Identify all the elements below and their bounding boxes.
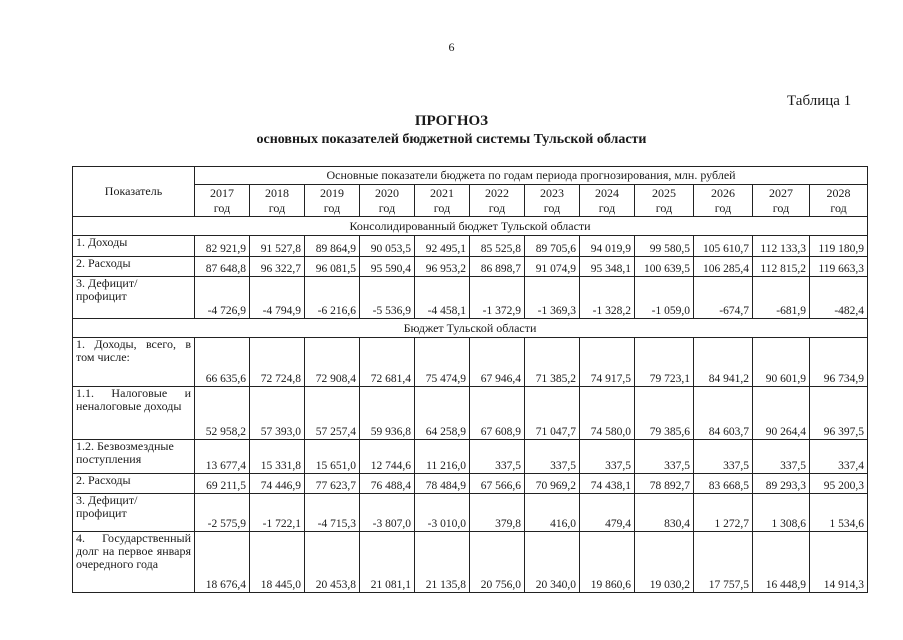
value-cell: -1 328,2 [580, 277, 635, 319]
value-cell: 95 200,3 [810, 474, 868, 494]
table-row [73, 277, 868, 319]
value-cell: 830,4 [635, 494, 694, 532]
value-cell: 67 566,6 [470, 474, 525, 494]
value-cell: 66 635,6 [195, 338, 250, 387]
year-value: 2022 [485, 185, 509, 200]
year-suffix: год [655, 200, 673, 215]
value-cell: 90 601,9 [753, 338, 810, 387]
value-cell: 20 453,8 [305, 532, 360, 593]
value-cell: -1 372,9 [470, 277, 525, 319]
year-header-cell [810, 185, 868, 217]
year-value: 2027 [769, 185, 793, 200]
value-cell: 21 135,8 [415, 532, 470, 593]
value-cell: 82 921,9 [195, 236, 250, 257]
value-cell: 96 397,5 [810, 387, 868, 440]
value-cell: 13 677,4 [195, 440, 250, 474]
value-cell: 94 019,9 [580, 236, 635, 257]
value-cell: 119 663,3 [810, 257, 868, 277]
year-suffix: год [598, 200, 616, 215]
value-cell: -1 369,3 [525, 277, 580, 319]
value-cell: -5 536,9 [360, 277, 415, 319]
year-value: 2023 [540, 185, 564, 200]
year-header-cell [580, 185, 635, 217]
row-label: 1.1. Налоговые и неналоговые доходы [73, 387, 195, 440]
table-row [73, 494, 868, 532]
value-cell: 1 308,6 [753, 494, 810, 532]
value-cell: 64 258,9 [415, 387, 470, 440]
row-label: 3. Дефицит/ профицит [73, 277, 195, 319]
year-suffix: год [830, 200, 847, 215]
value-cell: 74 438,1 [580, 474, 635, 494]
year-suffix: год [323, 200, 341, 215]
year-header-cell [305, 185, 360, 217]
year-value: 2021 [430, 185, 454, 200]
value-cell: 78 484,9 [415, 474, 470, 494]
value-cell: 17 757,5 [694, 532, 753, 593]
value-cell: -6 216,6 [305, 277, 360, 319]
section-header-row [73, 217, 868, 236]
value-cell: 72 681,4 [360, 338, 415, 387]
value-cell: 52 958,2 [195, 387, 250, 440]
value-cell: 379,8 [470, 494, 525, 532]
year-suffix: год [488, 200, 506, 215]
value-cell: -4 794,9 [250, 277, 305, 319]
value-cell: -4 715,3 [305, 494, 360, 532]
value-cell: 95 590,4 [360, 257, 415, 277]
year-header-cell [250, 185, 305, 217]
value-cell: 337,5 [753, 440, 810, 474]
value-cell: 90 264,4 [753, 387, 810, 440]
value-cell: 89 705,6 [525, 236, 580, 257]
value-cell: 67 946,4 [470, 338, 525, 387]
value-cell: -482,4 [810, 277, 868, 319]
year-suffix: год [772, 200, 790, 215]
year-header-cell [694, 185, 753, 217]
value-cell: 86 898,7 [470, 257, 525, 277]
table-header-row [73, 167, 868, 185]
value-cell: -3 010,0 [415, 494, 470, 532]
year-suffix: год [213, 200, 231, 215]
value-cell: 70 969,2 [525, 474, 580, 494]
year-header-cell [525, 185, 580, 217]
value-cell: -3 807,0 [360, 494, 415, 532]
value-cell: 1 534,6 [810, 494, 868, 532]
year-header-cell [195, 185, 250, 217]
year-value: 2018 [265, 185, 289, 200]
value-cell: -4 726,9 [195, 277, 250, 319]
value-cell: 96 322,7 [250, 257, 305, 277]
document-subtitle: основных показателей бюджетной системы Тульской области [256, 132, 647, 147]
row-label: 1.2. Безвозмездные поступления [73, 440, 195, 474]
value-cell: 20 756,0 [470, 532, 525, 593]
value-cell: 20 340,0 [525, 532, 580, 593]
section-title: Консолидированный бюджет Тульской области [73, 217, 868, 236]
row-label: 3. Дефицит/ профицит [73, 494, 195, 532]
row-label: 2. Расходы [73, 257, 195, 277]
value-cell: 75 474,9 [415, 338, 470, 387]
table-row [73, 532, 868, 593]
page-number: 6 [448, 40, 455, 54]
table-row [73, 257, 868, 277]
table-row [73, 338, 868, 387]
value-cell: 92 495,1 [415, 236, 470, 257]
value-cell: 71 047,7 [525, 387, 580, 440]
value-cell: 112 133,3 [753, 236, 810, 257]
value-cell: 74 917,5 [580, 338, 635, 387]
value-cell: -4 458,1 [415, 277, 470, 319]
year-value: 2024 [595, 185, 619, 200]
value-cell: 337,5 [470, 440, 525, 474]
year-value: 2028 [826, 185, 851, 200]
value-cell: 96 953,2 [415, 257, 470, 277]
value-cell: 12 744,6 [360, 440, 415, 474]
table-body [73, 167, 868, 593]
value-cell: 337,5 [694, 440, 753, 474]
value-cell: 96 081,5 [305, 257, 360, 277]
value-cell: 99 580,5 [635, 236, 694, 257]
value-cell: 15 331,8 [250, 440, 305, 474]
value-cell: 71 385,2 [525, 338, 580, 387]
value-cell: 21 081,1 [360, 532, 415, 593]
year-header-cell [415, 185, 470, 217]
year-value: 2025 [652, 185, 676, 200]
value-cell: -674,7 [694, 277, 753, 319]
value-cell: 83 668,5 [694, 474, 753, 494]
value-cell: 11 216,0 [415, 440, 470, 474]
value-cell: 100 639,5 [635, 257, 694, 277]
value-cell: 89 864,9 [305, 236, 360, 257]
section-header-row [73, 319, 868, 338]
table-row [73, 236, 868, 257]
value-cell: 15 651,0 [305, 440, 360, 474]
value-cell: 72 724,8 [250, 338, 305, 387]
value-cell: 416,0 [525, 494, 580, 532]
document-title: ПРОГНОЗ [414, 113, 489, 129]
year-value: 2017 [210, 185, 234, 200]
value-cell: 67 608,9 [470, 387, 525, 440]
year-header-cell [635, 185, 694, 217]
year-header-cell [753, 185, 810, 217]
value-cell: 87 648,8 [195, 257, 250, 277]
value-cell: -1 722,1 [250, 494, 305, 532]
year-suffix: год [433, 200, 451, 215]
value-cell: 119 180,9 [810, 236, 868, 257]
value-cell: 72 908,4 [305, 338, 360, 387]
table-row [73, 474, 868, 494]
value-cell: 85 525,8 [470, 236, 525, 257]
year-suffix: год [714, 200, 732, 215]
value-cell: 16 448,9 [753, 532, 810, 593]
value-cell: 76 488,4 [360, 474, 415, 494]
value-cell: 90 053,5 [360, 236, 415, 257]
value-cell: 19 030,2 [635, 532, 694, 593]
value-cell: 57 393,0 [250, 387, 305, 440]
value-cell: 89 293,3 [753, 474, 810, 494]
value-cell: 59 936,8 [360, 387, 415, 440]
value-cell: 78 892,7 [635, 474, 694, 494]
value-cell: 14 914,3 [810, 532, 868, 593]
value-cell: 112 815,2 [753, 257, 810, 277]
value-cell: 106 285,4 [694, 257, 753, 277]
year-suffix: год [268, 200, 286, 215]
value-cell: 337,5 [525, 440, 580, 474]
value-cell: 95 348,1 [580, 257, 635, 277]
value-cell: 479,4 [580, 494, 635, 532]
table-row [73, 440, 868, 474]
value-cell: 105 610,7 [694, 236, 753, 257]
indicator-header: Показатель [73, 167, 195, 217]
value-cell: 91 074,9 [525, 257, 580, 277]
table-row [73, 387, 868, 440]
value-cell: -2 575,9 [195, 494, 250, 532]
year-value: 2019 [320, 185, 344, 200]
value-cell: 19 860,6 [580, 532, 635, 593]
value-cell: 57 257,4 [305, 387, 360, 440]
value-cell: 337,5 [580, 440, 635, 474]
value-cell: 337,5 [635, 440, 694, 474]
row-label: 1. Доходы, всего, в том числе: [73, 338, 195, 387]
year-value: 2026 [711, 185, 735, 200]
value-cell: 84 941,2 [694, 338, 753, 387]
year-value: 2020 [375, 185, 399, 200]
value-cell: -1 059,0 [635, 277, 694, 319]
value-cell: 91 527,8 [250, 236, 305, 257]
group-header: Основные показатели бюджета по годам периода прогнозирования, млн. рублей [195, 167, 868, 185]
year-header-cell [470, 185, 525, 217]
year-suffix: год [543, 200, 561, 215]
row-label: 1. Доходы [73, 236, 195, 257]
value-cell: 96 734,9 [810, 338, 868, 387]
value-cell: 1 272,7 [694, 494, 753, 532]
value-cell: 79 385,6 [635, 387, 694, 440]
value-cell: 18 676,4 [195, 532, 250, 593]
value-cell: 69 211,5 [195, 474, 250, 494]
row-label: 4. Государственный долг на первое января очередного года [73, 532, 195, 593]
section-title: Бюджет Тульской области [73, 319, 868, 338]
budget-forecast-table [72, 166, 868, 593]
value-cell: 77 623,7 [305, 474, 360, 494]
value-cell: 74 580,0 [580, 387, 635, 440]
table-label: Таблица 1 [787, 93, 852, 109]
value-cell: 79 723,1 [635, 338, 694, 387]
year-suffix: год [378, 200, 396, 215]
value-cell: -681,9 [753, 277, 810, 319]
value-cell: 74 446,9 [250, 474, 305, 494]
value-cell: 18 445,0 [250, 532, 305, 593]
value-cell: 84 603,7 [694, 387, 753, 440]
year-header-cell [360, 185, 415, 217]
row-label: 2. Расходы [73, 474, 195, 494]
value-cell: 337,4 [810, 440, 868, 474]
